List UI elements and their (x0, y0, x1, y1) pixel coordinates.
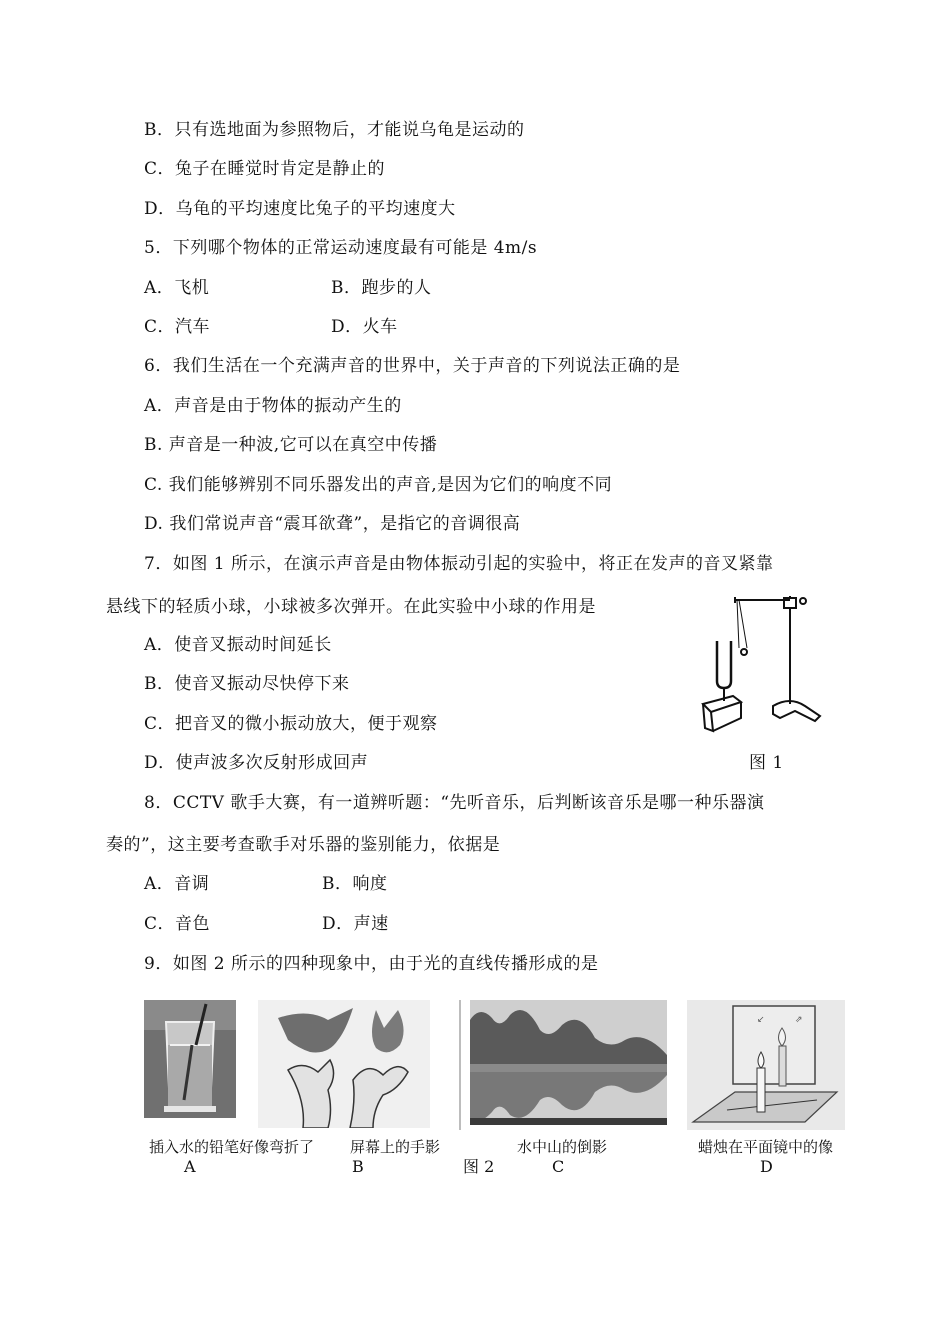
letter-a: A (184, 1157, 196, 1176)
option-5c: C．汽车 (144, 317, 211, 337)
option-7d: D．使声波多次反射形成回声 (144, 753, 369, 773)
option-7c: C．把音叉的微小振动放大，便于观察 (144, 714, 438, 734)
option-8d: D．声速 (322, 914, 389, 934)
option-4c: C．兔子在睡觉时肯定是静止的 (144, 159, 386, 179)
figure-1-tuning-fork-apparatus (695, 586, 835, 736)
option-5b: B．跑步的人 (331, 278, 432, 298)
option-4b: B．只有选地面为参照物后，才能说乌龟是运动的 (144, 120, 525, 140)
option-6a: A．声音是由于物体的振动产生的 (144, 396, 402, 416)
question-7-line2: 悬线下的轻质小球，小球被多次弹开。在此实验中小球的作用是 (106, 597, 596, 617)
option-8a: A．音调 (144, 874, 210, 894)
letter-b: B (352, 1157, 364, 1176)
caption-d: 蜡烛在平面镜中的像 (698, 1138, 834, 1156)
caption-b: 屏幕上的手影 (350, 1138, 441, 1156)
photo-candle-mirror (687, 1000, 845, 1130)
question-5: 5．下列哪个物体的正常运动速度最有可能是 4m/s (144, 238, 538, 258)
letter-d: D (760, 1157, 773, 1176)
option-8b: B．响度 (322, 874, 388, 894)
photo-pencil-in-water (144, 1000, 236, 1118)
option-6c: C. 我们能够辨别不同乐器发出的声音,是因为它们的响度不同 (144, 475, 613, 495)
option-6d: D. 我们常说声音“震耳欲聋”，是指它的音调很高 (144, 514, 521, 534)
option-5a: A．飞机 (144, 278, 210, 298)
photo-mountain-reflection (470, 1000, 667, 1125)
caption-a: 插入水的铅笔好像弯折了 (149, 1138, 315, 1156)
photo-hand-shadows (258, 1000, 430, 1128)
figure-2-label: 图 2 (463, 1157, 495, 1176)
question-7-line1: 7．如图 1 所示，在演示声音是由物体振动引起的实验中，将正在发声的音叉紧靠 (144, 554, 774, 574)
question-9: 9．如图 2 所示的四种现象中，由于光的直线传播形成的是 (144, 954, 599, 974)
option-5d: D．火车 (331, 317, 398, 337)
svg-text:⇗: ⇗ (795, 1015, 803, 1025)
question-8-line2: 奏的”，这主要考查歌手对乐器的鉴别能力，依据是 (106, 835, 501, 855)
figure-1-label: 图 1 (749, 753, 784, 773)
option-4d: D．乌龟的平均速度比兔子的平均速度大 (144, 199, 456, 219)
option-6b: B. 声音是一种波,它可以在真空中传播 (144, 435, 438, 455)
question-8-line1: 8．CCTV 歌手大赛，有一道辨听题：“先听音乐，后判断该音乐是哪一种乐器演 (144, 793, 765, 813)
letter-c: C (552, 1157, 565, 1176)
question-6: 6．我们生活在一个充满声音的世界中，关于声音的下列说法正确的是 (144, 356, 681, 376)
svg-text:↙: ↙ (757, 1015, 765, 1025)
caption-c: 水中山的倒影 (517, 1138, 608, 1156)
figure-divider (459, 1000, 461, 1130)
option-7a: A．使音叉振动时间延长 (144, 635, 332, 655)
option-7b: B．使音叉振动尽快停下来 (144, 674, 350, 694)
option-8c: C．音色 (144, 914, 211, 934)
